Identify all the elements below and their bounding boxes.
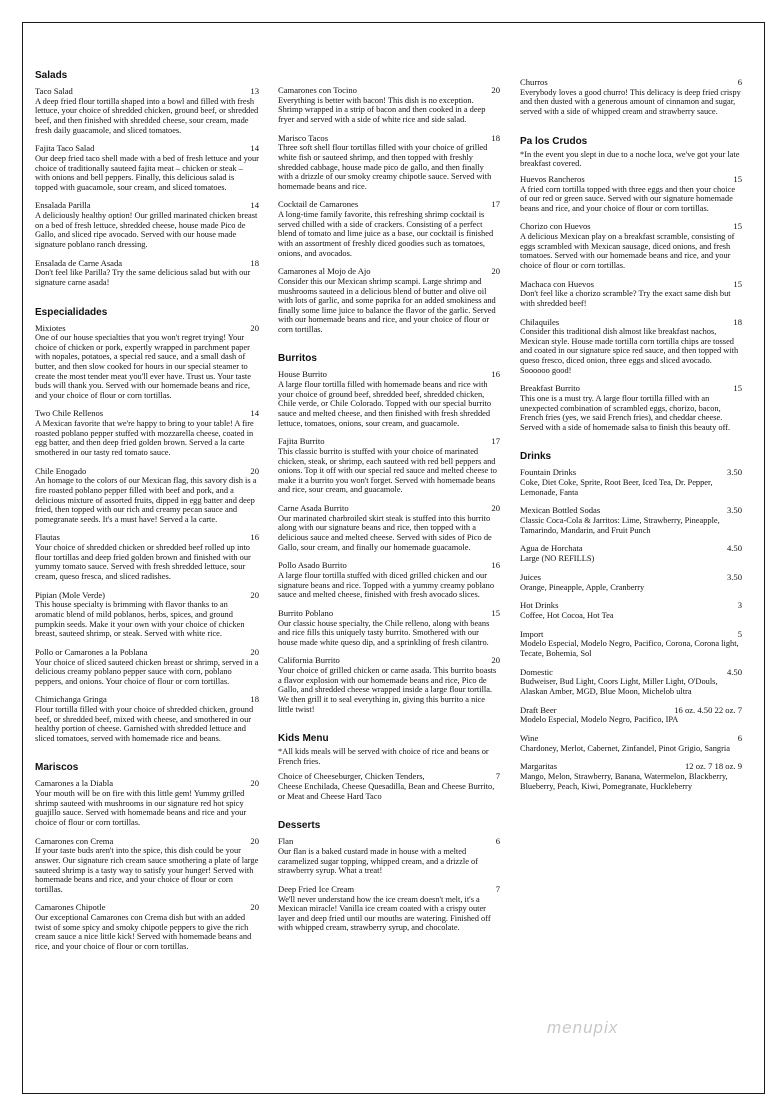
menu-item-description: Budweiser, Bud Light, Coors Light, Miller Light, O'Douls, Alaskan Amber, MGD, Blue Moon, Michelob ultra [520, 677, 718, 696]
section-title: Burritos [278, 353, 317, 365]
menu-item-price: 6 [737, 732, 742, 743]
menu-item [520, 734, 742, 753]
section-spacer [35, 297, 259, 307]
menu-item [35, 591, 259, 639]
menu-item [278, 200, 500, 258]
section-title: Especialidades [35, 306, 108, 318]
menu-item-header [520, 630, 742, 640]
menu-item [278, 609, 500, 648]
menu-item [278, 656, 500, 714]
menu-section-burritos [278, 353, 500, 733]
menu-item-header [278, 609, 500, 619]
section-spacer [278, 343, 500, 353]
menu-item-price: 5 [737, 628, 742, 639]
menu-item-header [35, 409, 259, 419]
menu-item-name: Camarones con Tocino [278, 85, 357, 95]
menu-item [520, 318, 742, 376]
menu-item [520, 222, 742, 270]
section-note: *All kids meals will be served with choice of rice and beans or French fries. [278, 747, 489, 766]
menu-item-header [278, 837, 500, 847]
menu-item-header [278, 885, 500, 895]
menu-item [35, 87, 259, 135]
menu-item-header [35, 201, 259, 211]
menu-item-header [35, 779, 259, 789]
menu-item [35, 324, 259, 401]
section-spacer [35, 752, 259, 762]
menu-item-header [520, 280, 742, 290]
menu-item-header [520, 506, 742, 516]
menu-item-description: Modelo Especial, Modelo Negro, Pacifico, Corona, Corona light, Tecate, Bohemia, Sol [520, 639, 739, 658]
menu-item-price: 18 [250, 257, 259, 268]
section-title: Kids Menu [278, 733, 329, 745]
menu-section-salads [35, 70, 259, 307]
menu-item-name: Ensalada Parilla [35, 200, 91, 211]
section-title: Pa los Crudos [520, 135, 588, 147]
menu-item-name: Fajita Taco Salad [35, 143, 95, 154]
menu-item-price: 20 [250, 646, 259, 657]
menu-item-name: Margaritas [520, 761, 558, 772]
menu-item-description: One of our house specialties that you won't regret trying! Your choice of chicken or pork, expertly wrapped in parchment paper with nopales, potatoes, a special red sauce, and a small dash of butter, and then slow cooked for hours in our special steamer to create the most tender meat you'll ever have. Trust us. Your taste buds will thank you. Served with our homemade beans and rice, and your choice of flour or corn tortillas. [35, 333, 251, 400]
menu-item [35, 903, 259, 951]
menu-item-name: Chorizo con Huevos [520, 221, 591, 232]
menu-item [35, 144, 259, 192]
menu-item-header [278, 370, 500, 380]
menu-item-description: Don't feel like Parilla? Try the same delicious salad but with our signature carne asada! [35, 268, 251, 287]
menu-item [35, 648, 259, 687]
menu-item-description: Our exceptional Camarones con Crema dish but with an added twist of some spicy and smoky chipotle peppers to give the rich cream sauce a nice little kick! Served with homemade beans and rice, and your choice of flour or corn tortillas. [35, 913, 252, 951]
menu-item-price: 18 [250, 694, 259, 705]
menu-item-header [35, 648, 259, 658]
menu-item [278, 134, 500, 192]
menu-item-name: Churros [520, 77, 548, 87]
menu-item-header [520, 468, 742, 478]
section-spacer [520, 441, 742, 451]
menu-item-price: 15 [491, 607, 500, 618]
menu-item-description: A large flour tortilla filled with homemade beans and rice with your choice of ground beef, shredded beef, shredded chicken, Chile verde, or Chile Colorado. Topped with our special burrito sauce and melted cheese, and then finished with fresh shredded lettuce, tomatoes, onions, sour cream, and guacamole. [278, 380, 492, 428]
menu-item-header [35, 837, 259, 847]
menu-item-price: 3.50 [726, 467, 742, 478]
menu-item-header [520, 318, 742, 328]
menu-item-name: House Burrito [278, 369, 327, 380]
menu-item-description: Your choice of grilled chicken or carne asada. This burrito boasts a flavor explosion with our homemade beans and rice, Pico de Gallo, and shredded cheese wrapped inside a large flour tortilla. We then grill it to seal everything in, giving this burrito a nice little twist! [278, 666, 497, 714]
menu-item-description: A large flour tortilla stuffed with diced grilled chicken and our signature beans and rice. Topped with a yummy creamy poblano sauce and melted cheese, finished with fresh avocado slices. [278, 570, 495, 600]
menu-item-description: Chardoney, Merlot, Cabernet, Zinfandel, Pinot Grigio, Sangria [520, 743, 730, 753]
menu-item-price: 20 [250, 902, 259, 913]
menu-item-name: Deep Fried Ice Cream [278, 883, 355, 894]
menu-item-description: Your choice of shredded chicken or shredded beef rolled up into flour tortillas and deep fried golden brown and finished with our yummy tomato sauce. Served with fresh shredded lettuce, sour cream, queso fresca, and sliced radishes. [35, 543, 251, 581]
menu-item-name: Machaca con Huevos [520, 278, 594, 289]
section-spacer [35, 961, 259, 971]
watermark-logo: menupix [547, 1018, 619, 1037]
menu-item-name: Ensalada de Carne Asada [35, 257, 123, 268]
section-title: Desserts [278, 820, 321, 832]
menu-item-description: Mango, Melon, Strawberry, Banana, Watermelon, Blackberry, Blueberry, Peach, Kiwi, Pomegranate, Huckleberry [520, 772, 728, 791]
section-title: Mariscos [35, 762, 79, 774]
menu-item [520, 668, 742, 697]
menu-item-description: Our deep fried taco shell made with a bed of fresh lettuce and your choice of traditionally sauteed fajita meat – chicken or steak – with onions and bell peppers. Finally, this delicious salad is topped with guacamole, sour cream, and sliced tomatoes. [35, 153, 259, 192]
menu-section [520, 78, 742, 136]
menu-item-description: Everything is better with bacon! This dish is no exception. Shrimp wrapped in a strip of bacon and then cooked in a deep fryer and served with a side of white rice and side salad. [278, 95, 486, 124]
menu-item-name: Camarones a la Diabla [35, 778, 114, 789]
menu-item-name: Fountain Drinks [520, 467, 577, 478]
section-spacer [278, 942, 500, 952]
menu-item [278, 772, 500, 801]
menu-item-price: 6 [495, 836, 500, 847]
menu-item-name: Carne Asada Burrito [278, 503, 349, 513]
menu-item-description: If your taste buds aren't into the spice, this dish could be your answer. Our signature rich cream sauce smothering a plate of large sauteed shrimp is a tasty way to satisfy your hunger! Served with homemade beans and rice, and your choice of flour or corn tortillas. [35, 846, 259, 894]
section-spacer [278, 810, 500, 820]
menu-item-description: Three soft shell flour tortillas filled with your choice of grilled white fish or sauteed shrimp, and then topped with freshly shredded cabbage, house made pico de gallo, and then finally with a drizzle of our smoky creamy chipotle sauce. Served with homemade beans and rice. [278, 143, 492, 191]
menu-item-description: Coffee, Hot Cocoa, Hot Tea [520, 610, 614, 620]
section-title: Drinks [520, 451, 552, 463]
menu-item [520, 601, 742, 620]
menu-item-price: 15 [733, 278, 742, 289]
menu-item [520, 175, 742, 214]
menu-item [520, 468, 742, 497]
menu-section-pa-los-crudos [520, 136, 742, 452]
menu-item-header [278, 134, 500, 144]
menu-item-price: 16 oz. 4.50 22 oz. 7 [674, 704, 742, 715]
menu-item-price: 20 [491, 503, 500, 513]
menu-item-header [520, 544, 742, 554]
menu-item-name: Agua de Horchata [520, 543, 583, 554]
menu-item-price: 20 [491, 655, 500, 666]
menu-item-description: Our marinated charbroiled skirt steak is stuffed into this burrito along with our signature beans and rice, then topped with a delicious sauce and melted cheese. Served with sides of Pico de Gallo, sour cream, and finally our homemade guacamole. [278, 513, 492, 552]
menu-item-description: Coke, Diet Coke, Sprite, Root Beer, Iced Tea, Dr. Pepper, Lemonade, Fanta [520, 478, 713, 497]
menu-item-description: An homage to the colors of our Mexican flag, this savory dish is a fire roasted poblano pepper filled with beef and pork, and a delicious mixture of assorted fruits, dipped in egg batter and deep fried, then topped with our rich and creamy pecan sauce and pomegranate seeds. It's a must have! Served a la carte. [35, 476, 257, 524]
menu-item [35, 695, 259, 743]
menu-item-name: Hot Drinks [520, 600, 559, 611]
menu-item-header [520, 706, 742, 716]
menu-section-kids-menu [278, 733, 500, 820]
menu-item-price: 20 [250, 778, 259, 789]
menu-item-description: Your mouth will be on fire with this little gem! Yummy grilled shrimp sauteed with mushrooms in our signature red hot spicy guajillo sauce. Served with homemade beans and rice and your choice of flour or corn tortillas. [35, 789, 247, 828]
menu-item-header [520, 601, 742, 611]
menu-item-price: 20 [491, 266, 500, 277]
menu-item [520, 630, 742, 659]
menu-item-header [520, 762, 742, 772]
menu-item-description: Consider this traditional dish almost like breakfast nachos, Mexican style. House made tortilla corn tortilla chips are tossed and coated in our signature spice red sauce, and then topped with queso fresco, diced onion, three eggs and sliced avocado. Soooooo good! [520, 327, 739, 375]
menu-item-name: Fajita Burrito [278, 436, 325, 447]
menu-item [278, 885, 500, 933]
menu-item-price: 7 [495, 883, 500, 894]
menu-item-price: 3 [737, 600, 742, 611]
menu-item-price: 17 [491, 199, 500, 210]
menu-item-price: 3.50 [726, 571, 742, 582]
menu-item [35, 779, 259, 827]
section-spacer [278, 723, 500, 733]
section-spacer [520, 800, 742, 810]
menu-item [520, 280, 742, 309]
menu-item-price: 15 [733, 383, 742, 394]
menu-item-header [520, 668, 742, 678]
menu-item-description: This classic burrito is stuffed with your choice of marinated chicken, steak, or shrimp, each sauteed with red bell peppers and onions. Top it off with our special red sauce and melted cheese to make it a burrito you won't forget. Served with homemade beans and rice, sour cream, and guacamole. [278, 447, 497, 495]
menu-item-header [278, 86, 500, 96]
menu-item-description: Don't feel like a chorizo scramble? Try the exact same dish but with shredded beef! [520, 289, 731, 308]
menu-item [35, 259, 259, 288]
menu-column-2 [278, 86, 500, 952]
menu-item-header [35, 591, 259, 601]
menu-item [35, 837, 259, 895]
menu-item-header [35, 533, 259, 543]
menu-item-description: A Mexican favorite that we're happy to bring to your table! A fire roasted poblano pepper stuffed with mozzarella cheese, coated in egg batter, and then deep fried golden brown. Served a la carte smothered in our tasty red tomato sauce. [35, 419, 254, 458]
menu-item-price: 20 [250, 465, 259, 476]
menu-section-desserts [278, 820, 500, 952]
menu-item-header [35, 144, 259, 154]
menu-item [35, 533, 259, 581]
menu-item-name: Marisco Tacos [278, 132, 329, 143]
menu-item-name: Choice of Cheeseburger, Chicken Tenders, [278, 771, 425, 782]
menu-item [35, 201, 259, 249]
menu-item [520, 544, 742, 563]
menu-item-name: Burrito Poblano [278, 607, 334, 618]
menu-item-description: Everybody loves a good churro! This delicacy is deep fried crispy and then dusted with a generous amount of cinnamon and sugar, served with a side of whipped cream and strawberry sauce. [520, 87, 741, 116]
menu-item-price: 14 [250, 408, 259, 419]
menu-item-price: 12 oz. 7 18 oz. 9 [684, 761, 742, 772]
menu-item-name: Wine [520, 732, 539, 743]
menu-item-description: Consider this our Mexican shrimp scampi. Large shrimp and mushrooms sauteed in a delicious blend of butter and olive oil with lots of garlic, and some paprika for an added smokiness and finally some lime juice to balance the flavor of the garlic. Served with our homemade beans and rice, and your choice of flour or corn tortillas. [278, 276, 496, 334]
menu-item-header [35, 903, 259, 913]
menu-item-price: 18 [491, 132, 500, 143]
menu-item-header [35, 695, 259, 705]
menu-item-name: Draft Beer [520, 704, 557, 715]
menu-item [278, 437, 500, 495]
menu-item-description: A deep fried flour tortilla shaped into a bowl and filled with fresh lettuce, your choice of shredded chicken, ground beef, or shredded beef, and then finished with shredded cheese, sour cream, made fresh daily guacamole, and sliced tomatoes. [35, 96, 259, 135]
menu-item-price: 18 [733, 316, 742, 327]
menu-item-price: 20 [491, 85, 500, 95]
menu-item-price: 15 [733, 221, 742, 232]
menu-item-description: Our flan is a baked custard made in house with a melted caramelized sugar topping, whipped cream, and a drizzle of strawberry syrup. What a treat! [278, 847, 478, 876]
menu-item-name: Mixiotes [35, 322, 66, 333]
menu-item-price: 20 [250, 835, 259, 846]
menu-item-name: Camarones al Mojo de Ajo [278, 266, 371, 277]
menu-item-name: Taco Salad [35, 86, 73, 96]
menu-item-name: Huevos Rancheros [520, 173, 585, 184]
menu-item-name: Domestic [520, 666, 553, 677]
menu-item [520, 573, 742, 592]
menu-item [520, 706, 742, 725]
menu-item-header [520, 734, 742, 744]
menu-item-description: This house specialty is brimming with flavor thanks to an aromatic blend of mild poblanos, herbs, spices, and ground pumpkin seeds. Make it your own with your choice of chicken breast, sauteed shrimp, or steak. Served with white rice. [35, 600, 245, 639]
menu-item [35, 467, 259, 525]
menu-item-name: Camarones con Crema [35, 835, 114, 846]
menu-item-price: 6 [737, 77, 742, 87]
menu-item-description: Classic Coca-Cola & Jarritos: Lime, Strawberry, Pineapple, Tamarindo, Mandarin, and Fruit Punch [520, 516, 720, 535]
section-spacer [520, 126, 742, 136]
menu-item-description: Modelo Especial, Modelo Negro, Pacifico, IPA [520, 715, 679, 725]
menu-item [520, 762, 742, 791]
menu-item-description: Cheese Enchilada, Cheese Quesadilla, Bean and Cheese Burrito, or Meat and Cheese Hard Taco [278, 782, 495, 801]
menu-item-name: Pollo Asado Burrito [278, 560, 347, 571]
menu-item-price: 16 [491, 560, 500, 571]
menu-item-description: A long-time family favorite, this refreshing shrimp cocktail is served chilled with a side of crackers. Consisting of a perfect blend of tomato and lime juice as a base, our cocktail is finished with an assortment of freshly diced goodies such as tomatoes, onions, and avocados. [278, 210, 494, 258]
menu-item-header [520, 573, 742, 583]
menu-item-price: 20 [250, 322, 259, 333]
menu-item-name: Chilaquiles [520, 316, 560, 327]
menu-item [520, 384, 742, 432]
menu-item-description: Orange, Pineapple, Apple, Cranberry [520, 582, 645, 592]
menu-item-price: 16 [491, 369, 500, 380]
menu-item-header [278, 437, 500, 447]
menu-item [278, 86, 500, 125]
menu-item-price: 14 [250, 143, 259, 154]
menu-item-header [278, 561, 500, 571]
menu-item [520, 506, 742, 535]
menu-column-1 [35, 70, 259, 971]
menu-item-description: We'll never understand how the ice cream doesn't melt, it's a Mexican miracle! Vanilla ice cream coated with a crispy outer layer and deep fried until our mouths are watering. Finished off with whipped cream, strawberry syrup, and chocolate. [278, 894, 491, 933]
menu-item-description: Large (NO REFILLS) [520, 554, 595, 564]
menu-item-price: 3.50 [726, 505, 742, 516]
menu-item-description: Your choice of sliced sauteed chicken breast or shrimp, served in a delicious creamy poblano pepper sauce with corn, poblano peppers, and onions. Your choice of flour or corn tortillas. [35, 657, 259, 686]
menu-item [520, 78, 742, 117]
menu-item-header [278, 504, 500, 514]
menu-item [278, 561, 500, 600]
menu-item-price: 15 [733, 173, 742, 184]
menu-item-name: Camarones Chipotle [35, 902, 106, 913]
menu-item-price: 16 [250, 532, 259, 543]
menu-item-header [520, 222, 742, 232]
menu-item-header [278, 267, 500, 277]
menu-item-description: A fried corn tortilla topped with three eggs and then your choice of our red or green sauce. Served with our signature homemade beans and rice, and your choice of flour or corn tortillas. [520, 184, 736, 213]
menu-item-name: Chile Enogado [35, 465, 87, 476]
menu-item-price: 17 [491, 436, 500, 447]
menu-item-header [35, 259, 259, 269]
menu-item-name: Pollo or Camarones a la Poblana [35, 646, 148, 657]
menu-item-header [520, 175, 742, 185]
menu-item-name: Breakfast Burrito [520, 383, 580, 394]
menu-item-name: California Burrito [278, 655, 340, 666]
menu-item-header [520, 384, 742, 394]
menu-item-header [35, 87, 259, 97]
menu-section [278, 86, 500, 353]
menu-item-price: 7 [495, 771, 500, 782]
menu-item-price: 14 [250, 200, 259, 211]
menu-item-header [278, 656, 500, 666]
menu-item-price: 13 [250, 86, 259, 96]
menu-item-description: A delicious Mexican play on a breakfast scramble, consisting of eggs scrambled with Mexican sausage, diced onions, and fresh tomatoes. Served with our homemade beans and rice, and your choice of flour or corn tortillas. [520, 232, 735, 270]
menu-item-description: Our classic house specialty, the Chile relleno, along with beans and rice fills this uniquely tasty burrito. Smothered with our house made white queso dip, and a sprinkling of fresh cilantro. [278, 618, 490, 647]
menu-item-description: A deliciously healthy option! Our grilled marinated chicken breast on a bed of fresh lettuce, shredded cheese, house made Pico de Gallo, and sliced ripe avocado. Served with our house made signature poblano ranch dressing. [35, 211, 258, 249]
menu-item-price: 4.50 [726, 543, 742, 554]
menu-item-header [278, 200, 500, 210]
menu-item-name: Pipian (Mole Verde) [35, 589, 106, 600]
menu-item-name: Import [520, 628, 544, 639]
menu-section-mariscos [35, 762, 259, 970]
menu-item-header [520, 78, 742, 88]
menu-item-description: This one is a must try. A large flour tortilla filled with an unexpected combination of scrambled eggs, chorizo, bacon, French fries (yes, we said French fries), and cheddar cheese. Served with a side of homemade salsa to finish this beauty off. [520, 394, 731, 432]
menu-item-header [35, 324, 259, 334]
menu-section-especialidades [35, 307, 259, 763]
menu-item-header [278, 772, 500, 782]
menu-item-price: 20 [250, 589, 259, 600]
menu-section-drinks [520, 451, 742, 810]
menu-item [35, 409, 259, 457]
menu-item [278, 370, 500, 428]
menu-item-header [35, 467, 259, 477]
section-note: *In the event you slept in due to a noche loca, we've got your late breakfast covered. [520, 149, 740, 169]
menu-item-price: 4.50 [726, 666, 742, 677]
menu-item [278, 504, 500, 552]
menu-item-name: Mexican Bottled Sodas [520, 505, 601, 516]
menu-item-name: Two Chile Rellenos [35, 408, 104, 419]
menu-item-description: Flour tortilla filled with your choice of shredded chicken, ground beef, or shredded beef, mixed with cheese, and smothered in our healthy portion of cheese. Garnished with shredded lettuce and sliced tomatoes, served with homemade rice and beans. [35, 705, 254, 743]
menu-item-name: Juices [520, 571, 542, 582]
menu-item-name: Chimichanga Gringa [35, 694, 107, 705]
menu-item [278, 267, 500, 334]
section-title: Salads [35, 70, 68, 81]
menu-item-name: Flautas [35, 532, 60, 543]
menu-item-name: Flan [278, 836, 294, 847]
menu-column-3 [520, 78, 742, 810]
menu-item [278, 837, 500, 876]
menu-item-name: Cocktail de Camarones [278, 199, 359, 210]
